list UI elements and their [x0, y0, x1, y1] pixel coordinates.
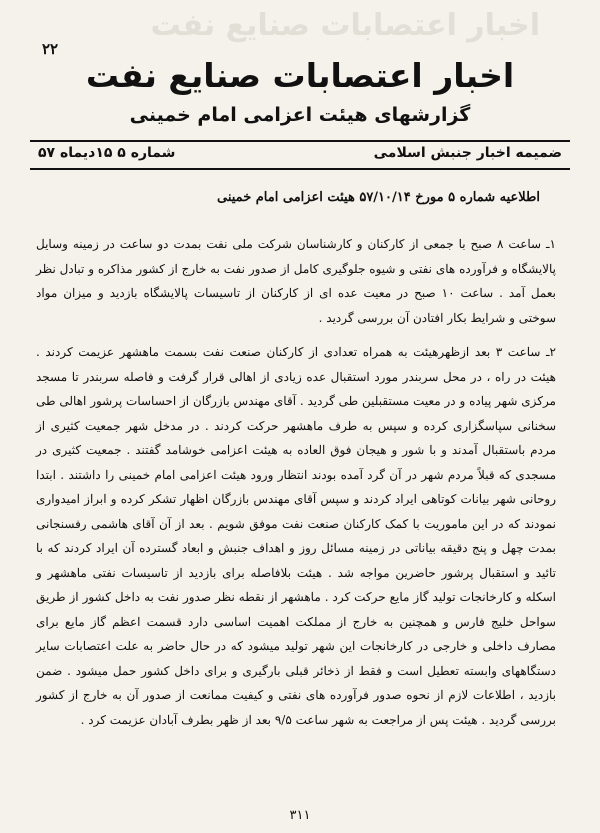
- supplement-label: ضمیمه اخبار جنبش اسلامی: [373, 145, 562, 161]
- page-number: ۲۲: [42, 40, 59, 58]
- masthead-subtitle: گزارشهای هیئت اعزامی امام خمینی: [129, 104, 471, 126]
- bleed-through-text: اخبار اعتصابات صنایع نفت: [150, 8, 540, 43]
- header-rule-bottom: [30, 168, 570, 170]
- paragraph-1: ۱ـ ساعت ۸ صبح با جمعی از کارکنان و کارشناسان شرکت ملی نفت بمدت دو ساعت در زمینه وسایل پالایشگاه و فرآورده های نفتی و شیوه جلوگیری کامل از صدور نفت به خارج از کشور مذاکره و تبادل نظر بعمل آمد . ساعت ۱۰ صبح در معیت عده ای از کارکنان از تاسیسات پالایشگاه بازدید و میزان مواد سوختی و شرایط بکار افتادن آن بررسی گردید .: [36, 237, 556, 325]
- notice-body: [36, 232, 556, 742]
- masthead-title: اخبار اعتصابات صنایع نفت: [85, 56, 515, 95]
- header-rule-top: [30, 140, 570, 142]
- footer-page-number: ۳۱۱: [289, 808, 311, 823]
- issue-number: شماره ۵ ۱۵دیماه ۵۷: [38, 145, 176, 161]
- notice-title: اطلاعیه شماره ۵ مورخ ۵۷/۱۰/۱۴ هیئت اعزامی امام خمینی: [217, 190, 540, 205]
- paragraph-2: ۲ـ ساعت ۳ بعد ازظهرهیئت به همراه تعدادی از کارکنان صنعت نفت بسمت ماهشهر عزیمت کردند . هیئت در راه ، در محل سربندر مورد استقبال عده زیادی از اهالی قرار گرفت و فاصله سربندر تا مسجد مرکزی شهر پیاده و در معیت مستقبلین طی گردید . آقای مهندس بازرگان از احساسات پرشور اهالی طی سخنانی سپاسگزاری کرده و سپس به طرف ماهشهر حرکت کردند . در مدخل شهر جمعیت کثیری از مردم باستقبال آمدند و با شور و هیجان فوق العاده به هیئت اعزامی خوشامد گفتند . جمعیت کثیری در مسجدی که قبلاً مردم شهر در آن گرد آمده بودند انتظار ورود هیئت اعزامی امام خمینی را داشتند . ابتدا روحانی شهر بیانات کوتاهی ایراد کردند و سپس آقای مهندس بازرگان اظهار تشکر کرده و ابراز امیدواری نمودند که در این ماموریت با کمک کارکنان صنعت نفت موفق شویم . بعد از آن آقای هاشمی رفسنجانی بمدت چهل و پنج دقیقه بیاناتی در زمینه مسائل روز و اهداف جنبش و ابعاد گسترده آن ایراد کردند که با تائید و استقبال پرشور حاضرین مواجه شد . هیئت بلافاصله برای بازدید از تاسیسات نفتی ماهشهر و اسکله و کارخانجات تولید گاز مایع حرکت کرد . ماهشهر از نقطه نظر صدور نفت به داخل کشور از طریق سواحل خلیج فارس و همچنین به خارج از مملکت اهمیت اساسی دارد قسمت اعظم گاز مایع برای مصارف داخلی و خارجی در کارخانجات این شهر تولید میشود که در حال حاضر به علت اعتصابات سایر دستگاههای وابسته تعطیل است و فقط از ذخائر قبلی بارگیری و برای داخل کشور حمل میشود . ضمن بازدید ، اطلاعات لازم از نحوه صدور فرآورده های نفتی و کیفیت ممانعت از صدور آن به خارج از کشور بررسی گردید . هیئت پس از مراجعت به شهر ساعت ۹/۵ بعد از ظهر بطرف آبادان عزیمت کرد .: [36, 345, 557, 727]
- issue-line: [34, 145, 566, 165]
